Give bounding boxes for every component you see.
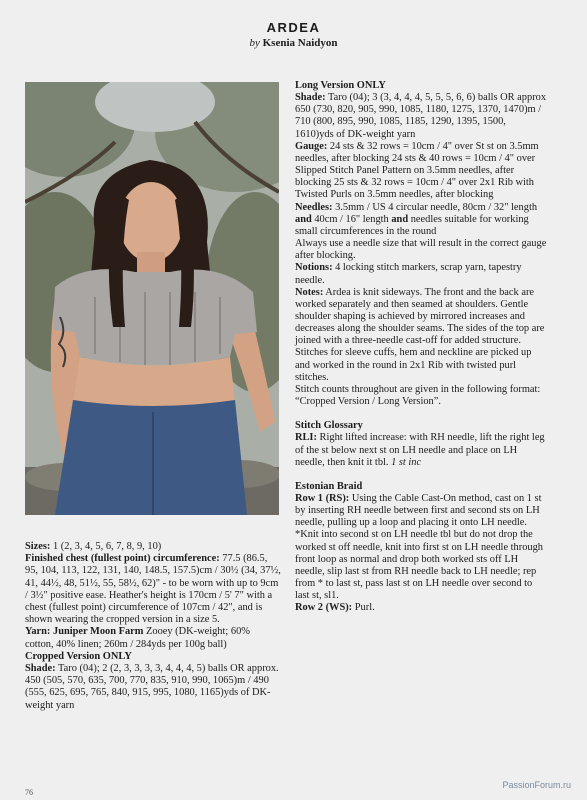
byline-by: by: [249, 37, 260, 49]
yarn-paragraph: [25, 626, 281, 650]
notions-paragraph: [295, 262, 547, 286]
left-column: [25, 541, 281, 712]
gauge-text: 24 sts & 32 rows = 10cm / 4" over St st on 3.5mm needles, after blocking 24 sts & 40 rows = 10cm / 4" over Slipped Stitch Panel Pattern on 3.5mm needles, after blocking 25 sts & 32 rows = 10cm / 4" over 2x1 Rib with Twisted Purls on 3.5mm needles, after blocking: [295, 140, 539, 201]
row2-paragraph: [295, 602, 547, 614]
rli-italic: 1 st inc: [391, 456, 422, 468]
gauge-paragraph: [295, 141, 547, 202]
long-shade-paragraph: [295, 92, 547, 141]
page-number: 76: [25, 788, 33, 797]
glossary-heading: Stitch Glossary: [295, 420, 363, 432]
row2-label: Row 2 (WS):: [295, 602, 353, 614]
sizes-label: Sizes:: [25, 541, 51, 552]
needles-and-2: and: [391, 213, 409, 225]
needles-and-1: and: [295, 213, 312, 225]
notions-text: 4 locking stitch markers, scrap yarn, tapestry needle.: [295, 262, 522, 286]
sizes-text: 1 (2, 3, 4, 5, 6, 7, 8, 9, 10): [50, 541, 162, 552]
notes-text: Ardea is knit sideways. The front and the back are worked separately and then seamed at shoulders. Gentle shoulder shaping is achieved by mirrored increases and decreases along the shoulder seams. The sides of the top are joined with a three-needle cast-off for added structure. Stitches for sleeve cuffs, hem and neckline are picked up and worked in the round in 2x1 Rib with twisted purl stitches.: [295, 286, 545, 383]
needles-paragraph: [295, 202, 547, 238]
watermark-text: PassionForum.ru: [502, 780, 571, 790]
always-paragraph: Always use a needle size that will result in the correct gauge after blocking.: [295, 238, 547, 262]
cropped-heading: Cropped Version ONLY: [25, 650, 132, 662]
yarn-text: Zooey (DK-weight; 60% cotton, 40% linen; 260m / 284yds per 100g ball): [25, 626, 250, 650]
counts-paragraph: Stitch counts throughout are given in the following format: “Cropped Version / Long Version”.: [295, 383, 541, 408]
long-shade-text: Taro (04); 3 (3, 4, 4, 4, 5, 5, 5, 6, 6) balls OR approx 650 (730, 820, 905, 990, 1085, 1180, 1275, 1370, 1470)m / 710 (800, 895, 990, 1085, 1185, 1290, 1395, 1500, 1610)yds of DK-weight yarn: [295, 92, 547, 140]
yarn-label: Yarn: Juniper Moon Farm: [25, 626, 144, 638]
notes-paragraph: [295, 287, 547, 384]
sizes-paragraph: [25, 541, 281, 553]
right-column: [295, 80, 547, 615]
rli-text: Right lifted increase: with RH needle, lift the right leg of the st below next st on LH needle and place on LH needle, then knit it tbl.: [295, 432, 545, 468]
long-shade-label: Shade:: [295, 92, 326, 104]
finished-paragraph: [25, 553, 281, 626]
cropped-shade-label: Shade:: [25, 663, 56, 675]
cropped-shade-paragraph: [25, 663, 281, 712]
notions-label: Notions:: [295, 262, 333, 274]
rli-label: RLI:: [295, 432, 317, 444]
row1-label: Row 1 (RS):: [295, 493, 350, 504]
needles-text-2: 40cm / 16" length: [311, 213, 392, 225]
cropped-shade-text: Taro (04); 2 (2, 3, 3, 3, 3, 4, 4, 4, 5) balls OR approx. 450 (505, 570, 635, 700, 770, 835, 910, 990, 1065)m / 490 (555, 625, 695, 765, 840, 915, 995, 1080, 1165)yds of DK-weight yarn: [25, 663, 279, 711]
author-name: Ksenia Naidyon: [262, 37, 338, 49]
needles-text-3: needles suitable for working small circumferences in the round: [295, 213, 529, 237]
row1-paragraph: [295, 493, 547, 602]
spacer: [295, 408, 547, 420]
model-photo-illustration: [25, 82, 279, 515]
pattern-title: ARDEA: [266, 20, 321, 35]
row2-text: Purl.: [352, 602, 375, 614]
pattern-byline: [0, 37, 587, 49]
finished-text: 77.5 (86.5, 95, 104, 113, 122, 131, 140, 148.5, 157.5)cm / 30½ (34, 37½, 41, 44½, 48, 51½, 55, 58½, 62)" - to be worn with up to 9cm / 3½" positive ease. Heather's height is 170cm / 5' 7" with a chest (fullest point) circumference of 107cm / 42", and is shown wearing the cropped version in a size 5.: [25, 553, 281, 626]
row1-text: Using the Cable Cast-On method, cast on 1 st by inserting RH needle between first and second sts on LH needle, pulling up a loop and placing it onto LH needle. *Knit into second st on LH needle tbl but do not drop the worked st off needle, knit into first st on LH needle through front loop as normal and drop both worked sts off LH needle, slip last st from RH needle back to LH needle; rep from * to last st, pass last st on LH needle over second to last st, sl1.: [295, 493, 543, 602]
needles-text-1: 3.5mm / US 4 circular needle, 80cm / 32" length: [332, 201, 538, 213]
model-photo: [25, 82, 279, 515]
finished-label: Finished chest (fullest point) circumference:: [25, 553, 220, 565]
notes-label: Notes:: [295, 286, 324, 298]
rli-paragraph: [295, 432, 547, 468]
long-heading: Long Version ONLY: [295, 80, 386, 91]
needles-label: Needles:: [295, 201, 333, 213]
spacer: [295, 469, 547, 481]
braid-heading: Estonian Braid: [295, 480, 363, 492]
gauge-label: Gauge:: [295, 140, 328, 152]
